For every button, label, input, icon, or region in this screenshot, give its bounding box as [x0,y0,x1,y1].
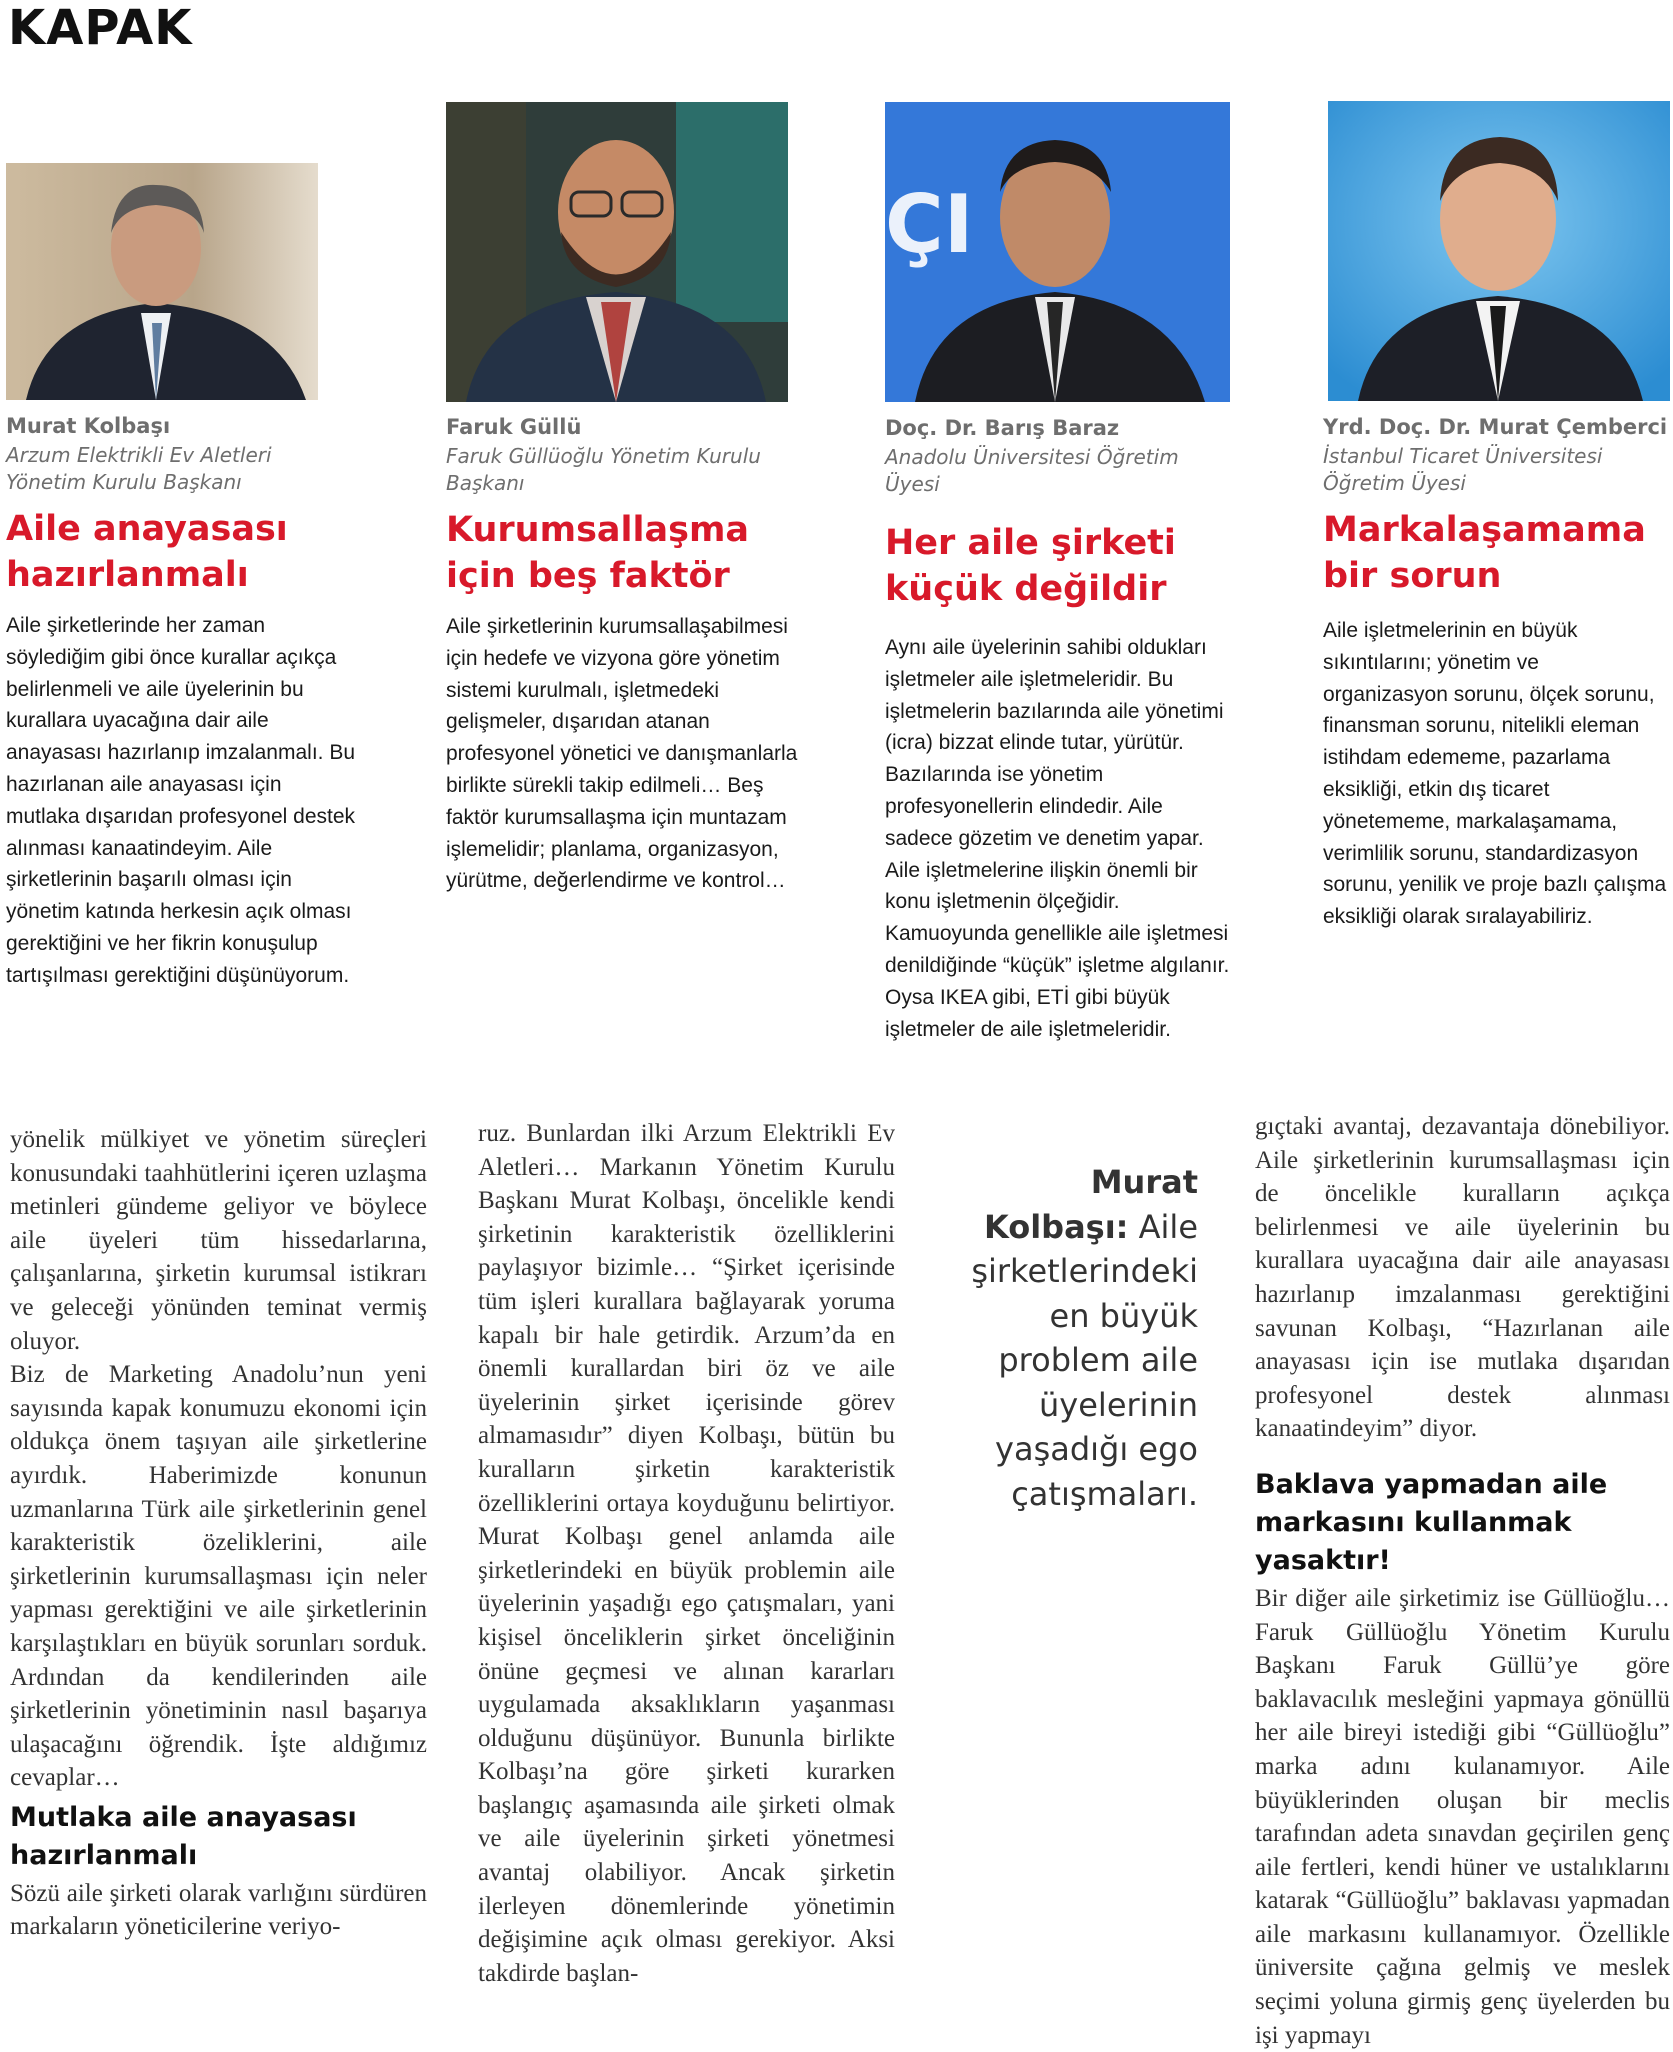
pull-quote [940,1160,1198,1516]
portrait-baris-baraz [885,102,1230,402]
person-portrait-icon [1328,101,1670,401]
profile-role: Anadolu Üniversitesi Öğretim Üyesi [885,445,1179,496]
article-paragraph: yönelik mülkiyet ve yönetim süreçleri konusundaki taahhütlerini içeren uzlaşma metinleri gündeme geliyor ve böylece aile üyeleri tüm hissedarlarına, çalışanlarına, şirketin kurumsal istikrarı ve geleceği yönünden teminat vermiş oluyor. [10,1126,427,1355]
portrait-murat-kolbasi [6,163,318,400]
article-paragraph: Sözü aile şirketi olarak varlığını sürdüren markaların yöneticilerine veriyo- [10,1879,427,1941]
person-portrait-icon [6,163,318,400]
profile-summary: Aile şirketlerinin kurumsallaşabilmesi için hedefe ve vizyona göre yönetim sistemi kurulmalı, işletmedeki gelişmeler, dışarıdan atanan profesyonel yönetici ve danışmanlarla birlikte sürekli takip edilmeli… Beş faktör kurumsallaşma için muntazam işlemelidir; planlama, organizasyon, yürütme, değerlendirme ve kontrol… [446,615,798,893]
profile-name: Murat Kolbaşı [6,414,171,438]
profile-headline: Kurumsallaşma için beş faktör [446,510,750,596]
profile-role: Faruk Güllüoğlu Yönetim Kurulu Başkanı [446,444,761,495]
profile-headline: Her aile şirketi küçük değildir [885,523,1176,609]
portrait-faruk-gullu [446,102,788,402]
profile-role: Arzum Elektrikli Ev Aletleri Yönetim Kurulu Başkanı [6,443,272,494]
article-subhead: Mutlaka aile anayasası hazırlanmalı [10,1801,357,1871]
article-column-2 [478,1117,895,1990]
person-portrait-icon [446,102,788,402]
article-subhead: Baklava yapmadan aile markasını kullanmak yasaktır! [1255,1468,1608,1576]
profile-name: Faruk Güllü [446,415,582,439]
profile-headline: Aile anayasası hazırlanmalı [6,509,288,595]
article-paragraph: Bir diğer aile şirketimiz ise Güllüoğlu… Faruk Güllüoğlu Yönetim Kurulu Başkanı Faruk Güllü’ye göre baklavacılık mesleğini yapmaya gönüllü her aile bireyi istediği gibi “Güllüoğlu” marka adını kulanamıyor. Aile büyüklerinden oluşan bir meclis tarafından adeta sınavdan geçirilen genç aile fertleri, kendi hüner ve ustalıklarını katarak “Güllüoğlu” baklavası yapmadan aile markasını kullanamıyor. Özellikle üniversite çağına gelmiş ve meslek seçimi yoluna girmiş genç üyelerden bu işi yapmayı [1255,1584,1670,2049]
profile-column-1 [6,413,356,992]
article-paragraph: Biz de Marketing Anadolu’nun yeni sayısında kapak konumuzu ekonomi için oldukça önem taşıyan aile şirketlerine ayırdık. Haberimizde konunun uzmanlarına Türk aile şirketlerinin genel karakteristik özeliklerini, aile şirketlerinin kurumsallaşması için neler yapması gerektiğini ve aile şirketlerinin karşılaştıkları en büyük sorunları sorduk. Ardından da kendilerinden aile şirketlerinin yönetiminin nasıl başarıya ulaşacağını öğrendik. İşte aldığımız cevaplar… [10,1361,427,1792]
profile-name: Doç. Dr. Barış Baraz [885,416,1120,440]
section-label: KAPAK [8,0,193,56]
pull-quote-name: Murat Kolbaşı: [983,1163,1198,1246]
person-portrait-icon [885,102,1230,402]
profile-summary: Aile şirketlerinde her zaman söylediğim gibi önce kurallar açıkça belirlenmeli ve aile üyelerinin bu kurallara uyacağına dair aile anayasası hazırlanıp imzalanmalı. Bu hazırlanan aile anayasası için mutlaka dışarıdan profesyonel destek alınması kanaatindeyim. Aile şirketlerinin başarılı olması için yönetim katında herkesin açık olması gerektiğini ve her fikrin konuşulup tartışılması gerektiğini düşünüyorum. [6,614,356,987]
article-paragraph: gıçtaki avantaj, dezavantaja dönebiliyor. Aile şirketlerinin kurumsallaşması için de öncelikle kuralların açıkça belirlenmesi ve aile üyelerinin bu kurallara uyacağına dair aile anayasası hazırlanıp imzalanması gerektiğini savunan Kolbaşı, “Hazırlanan aile anayasası için ise mutlaka dışarıdan profesyonel destek alınması kanaatindeyim” diyor. [1255,1113,1670,1443]
article-column-1 [10,1123,427,1944]
pull-quote-text: Aile şirketlerindeki en büyük problem aile üyelerinin yaşadığı ego çatışmaları. [971,1207,1198,1513]
profile-role: İstanbul Ticaret Üniversitesi Öğretim Üyesi [1323,444,1603,495]
profile-name: Yrd. Doç. Dr. Murat Çemberci [1323,415,1668,439]
profile-column-2 [446,414,798,897]
article-column-4 [1255,1110,1670,2052]
profile-summary: Aile işletmelerinin en büyük sıkıntılarını; yönetim ve organizasyon sorunu, ölçek sorunu, finansman sorunu, nitelikli eleman istihdam edememe, pazarlama eksikliği, etkin dış ticaret yönetememe, markalaşamama, verimlilik sorunu, standardizasyon sorunu, yenilik ve proje bazlı çalışma eksikliği olarak sıralayabiliriz. [1323,619,1667,929]
profile-column-4 [1323,414,1668,933]
svg-text:ÇI: ÇI [885,178,974,271]
profile-headline: Markalaşamama bir sorun [1323,510,1646,596]
portrait-murat-cemberci [1328,101,1670,401]
article-paragraph: ruz. Bunlardan ilki Arzum Elektrikli Ev Aletleri… Markanın Yönetim Kurulu Başkanı Murat Kolbaşı, öncelikle kendi şirketinin karakteristik özelliklerini paylaşıyor bizimle… “Şirket içerisinde tüm işleri kurallara bağlayarak yoruma kapalı bir hale getirdik. Arzum’da en önemli kurallardan biri öz ve aile üyelerinin şirket içerisinde görev almamasıdır” diyen Kolbaşı, bütün bu kuralların şirketin karakteristik özelliklerini ortaya koyduğunu belirtiyor. Murat Kolbaşı genel anlamda aile şirketlerindeki en büyük problemin aile üyelerinin yaşadığı ego çatışmaları, yani kişisel önceliklerin şirket önceliğinin önüne geçmesi ve alınan kararları uygulamada aksaklıkların yaşanması olduğunu düşünüyor. Bununla birlikte Kolbaşı’na göre şirketi kurarken başlangıç aşamasında aile şirketi olmak ve aile üyelerinin şirketi yönetmesi avantaj olabiliyor. Ancak şirketin ilerleyen dönemlerinde yönetimin değişimine açık olması gerekiyor. Aksi takdirde başlan- [478,1120,895,1987]
profile-column-3 [885,415,1231,1045]
profile-summary: Aynı aile üyelerinin sahibi oldukları işletmeler aile işletmeleridir. Bu işletmelerin bazılarında aile yönetimi (icra) bizzat elinde tutar, yürütür. Bazılarında ise yönetim profesyonellerin elindedir. Aile sadece gözetim ve denetim yapar. Aile işletmelerine ilişkin önemli bir konu işletmenin ölçeğidir. Kamuoyunda genellikle aile işletmesi denildiğinde “küçük” işletme algılanır. Oysa IKEA gibi, ETİ gibi büyük işletmeler de aile işletmeleridir. [885,636,1230,1041]
